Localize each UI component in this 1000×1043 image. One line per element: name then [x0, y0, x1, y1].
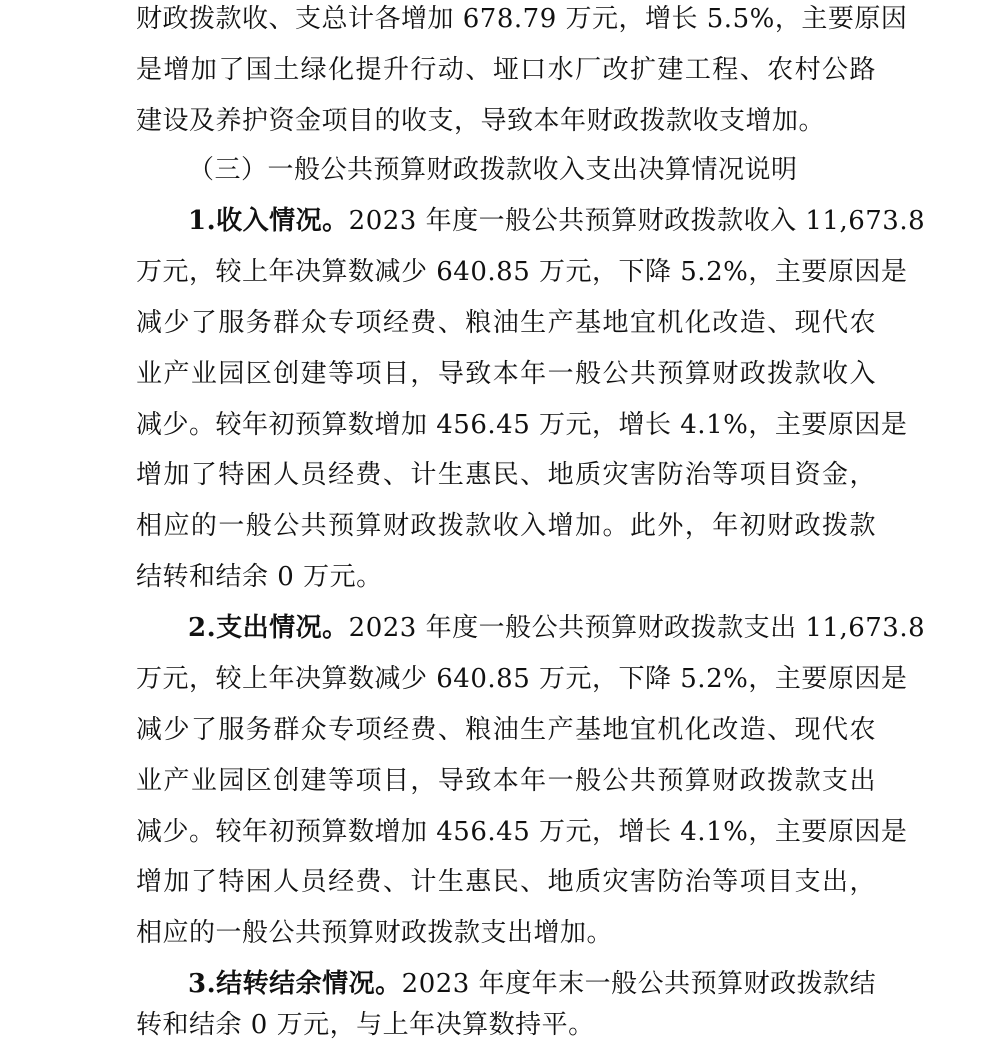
paragraph-line	[188, 967, 876, 1001]
paragraph-line: 减少了服务群众专项经费、粮油生产基地宜机化改造、现代农	[136, 715, 876, 745]
paragraph-line: 万元，较上年决算数减少 640.85 万元，下降 5.2%，主要原因是	[136, 257, 908, 287]
income-subhead: 1.收入情况。	[188, 206, 349, 236]
paragraph-line: 相应的一般公共预算财政拨款支出增加。	[136, 918, 614, 948]
paragraph-line	[188, 204, 926, 238]
paragraph-line: 增加了特困人员经费、计生惠民、地质灾害防治等项目资金，	[136, 460, 876, 490]
paragraph-line: 是增加了国土绿化提升行动、垭口水厂改扩建工程、农村公路	[136, 55, 876, 85]
paragraph-line: 业产业园区创建等项目，导致本年一般公共预算财政拨款收入	[136, 359, 876, 389]
paragraph-line: 结转和结余 0 万元。	[136, 562, 383, 592]
paragraph-line: 万元，较上年决算数减少 640.85 万元，下降 5.2%，主要原因是	[136, 664, 908, 694]
paragraph-line: 建设及养护资金项目的收支，导致本年财政拨款收支增加。	[136, 106, 826, 136]
paragraph-line: 财政拨款收、支总计各增加 678.79 万元，增长 5.5%，主要原因	[136, 4, 908, 34]
carryover-text: 2023 年度年末一般公共预算财政拨款结	[401, 969, 877, 999]
paragraph-line: 业产业园区创建等项目，导致本年一般公共预算财政拨款支出	[136, 766, 876, 796]
income-text: 2023 年度一般公共预算财政拨款收入 11,673.8	[348, 206, 926, 236]
paragraph-line: 减少。较年初预算数增加 456.45 万元，增长 4.1%，主要原因是	[136, 410, 908, 440]
expense-subhead: 2.支出情况。	[188, 613, 349, 643]
carryover-subhead: 3.结转结余情况。	[188, 969, 402, 999]
expense-text: 2023 年度一般公共预算财政拨款支出 11,673.8	[348, 613, 926, 643]
paragraph-line: 减少了服务群众专项经费、粮油生产基地宜机化改造、现代农	[136, 308, 876, 338]
paragraph-line	[188, 611, 926, 645]
paragraph-line: 增加了特困人员经费、计生惠民、地质灾害防治等项目支出，	[136, 867, 876, 897]
paragraph-line: 转和结余 0 万元，与上年决算数持平。	[136, 1010, 595, 1040]
paragraph-line: 减少。较年初预算数增加 456.45 万元，增长 4.1%，主要原因是	[136, 817, 908, 847]
paragraph-line: 相应的一般公共预算财政拨款收入增加。此外，年初财政拨款	[136, 511, 876, 541]
section-heading: （三）一般公共预算财政拨款收入支出决算情况说明	[188, 155, 798, 185]
